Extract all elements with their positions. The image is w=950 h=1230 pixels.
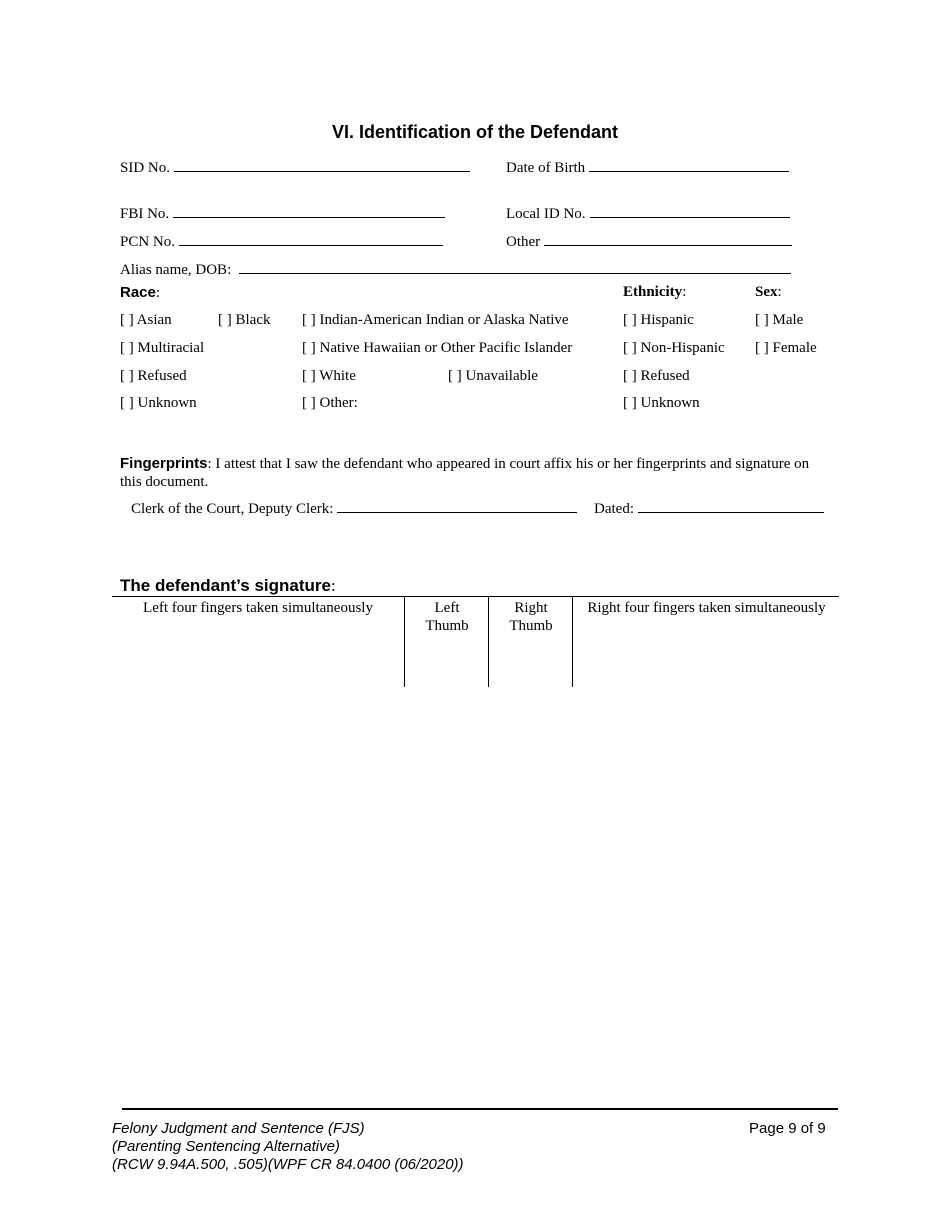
race-refused-checkbox[interactable]: [ ] Refused — [120, 368, 187, 384]
ethnicity-refused-checkbox[interactable]: [ ] Refused — [623, 368, 690, 384]
right-thumb-label: Right Thumb — [509, 600, 553, 634]
section-title: VI. Identification of the Defendant — [331, 122, 618, 142]
ethnicity-non-hispanic-checkbox[interactable]: [ ] Non-Hispanic — [623, 340, 725, 356]
race-asian-checkbox[interactable]: [ ] Asian — [120, 312, 172, 328]
dated-blank[interactable] — [638, 498, 824, 513]
fingerprint-table — [112, 596, 839, 688]
fingerprints-text: : I attest that I saw the defendant who appeared in court affix his or her fingerprints and signature on this document. — [120, 456, 810, 490]
local-id-blank[interactable] — [590, 203, 790, 218]
footer-line-2: (Parenting Sentencing Alternative) — [112, 1138, 340, 1155]
pcn-blank[interactable] — [179, 231, 443, 246]
other-label: Other — [506, 234, 541, 250]
race-black-checkbox[interactable]: [ ] Black — [218, 312, 271, 328]
alias-blank[interactable] — [239, 259, 791, 274]
table-divider — [404, 597, 405, 687]
sid-blank[interactable] — [174, 157, 470, 172]
pcn-field[interactable] — [120, 231, 443, 251]
dob-blank[interactable] — [589, 157, 789, 172]
race-white-checkbox[interactable]: [ ] White — [302, 368, 356, 384]
local-id-field[interactable] — [506, 203, 790, 223]
sid-field[interactable] — [120, 157, 470, 177]
dob-field[interactable] — [506, 157, 789, 177]
local-id-label: Local ID No. — [506, 206, 586, 222]
sid-label: SID No. — [120, 160, 171, 176]
race-unavailable-checkbox[interactable]: [ ] Unavailable — [448, 368, 538, 384]
clerk-label: Clerk of the Court, Deputy Clerk: — [131, 501, 334, 517]
ethnicity-heading: Ethnicity: — [623, 284, 687, 300]
clerk-blank[interactable] — [337, 498, 577, 513]
left-thumb-box[interactable] — [412, 599, 482, 635]
left-four-fingers-box[interactable] — [112, 599, 404, 617]
left-four-fingers-label: Left four fingers taken simultaneously — [143, 600, 373, 616]
fingerprints-heading: Fingerprints — [120, 455, 208, 472]
sex-heading: Sex: — [755, 284, 782, 300]
race-indian-checkbox[interactable]: [ ] Indian-American Indian or Alaska Native — [302, 312, 569, 328]
dated-field[interactable] — [594, 498, 824, 518]
race-other-checkbox[interactable]: [ ] Other: — [302, 395, 358, 411]
other-field[interactable] — [506, 231, 792, 251]
right-four-fingers-label: Right four fingers taken simultaneously — [587, 600, 826, 616]
sex-female-checkbox[interactable]: [ ] Female — [755, 340, 817, 356]
race-hawaiian-checkbox[interactable]: [ ] Native Hawaiian or Other Pacific Islander — [302, 340, 573, 356]
race-unknown-checkbox[interactable]: [ ] Unknown — [120, 395, 197, 411]
dated-label: Dated: — [594, 501, 634, 517]
left-thumb-label: Left Thumb — [425, 600, 469, 634]
alias-field[interactable] — [120, 259, 791, 279]
other-blank[interactable] — [544, 231, 792, 246]
footer-form-info — [112, 1120, 464, 1174]
page-number: Page 9 of 9 — [749, 1120, 826, 1137]
ethnicity-hispanic-checkbox[interactable]: [ ] Hispanic — [623, 312, 694, 328]
right-thumb-box[interactable] — [496, 599, 566, 635]
table-divider — [572, 597, 573, 687]
race-multiracial-checkbox[interactable]: [ ] Multiracial — [120, 340, 205, 356]
pcn-label: PCN No. — [120, 234, 176, 250]
footer-line-3: (RCW 9.94A.500, .505)(WPF CR 84.0400 (06/2020)) — [112, 1156, 464, 1173]
fbi-field[interactable] — [120, 203, 445, 223]
table-divider — [488, 597, 489, 687]
footer-line-1: Felony Judgment and Sentence (FJS) — [112, 1120, 365, 1137]
dob-label: Date of Birth — [506, 160, 586, 176]
clerk-field[interactable] — [131, 498, 577, 518]
right-four-fingers-box[interactable] — [574, 599, 839, 617]
signature-heading: The defendant’s signature: — [120, 576, 336, 595]
alias-label: Alias name, DOB: — [120, 262, 232, 278]
footer-rule — [122, 1108, 838, 1110]
ethnicity-unknown-checkbox[interactable]: [ ] Unknown — [623, 395, 700, 411]
race-heading: Race: — [120, 284, 161, 301]
fingerprints-attestation — [120, 455, 830, 491]
fbi-label: FBI No. — [120, 206, 170, 222]
sex-male-checkbox[interactable]: [ ] Male — [755, 312, 804, 328]
fbi-blank[interactable] — [173, 203, 445, 218]
